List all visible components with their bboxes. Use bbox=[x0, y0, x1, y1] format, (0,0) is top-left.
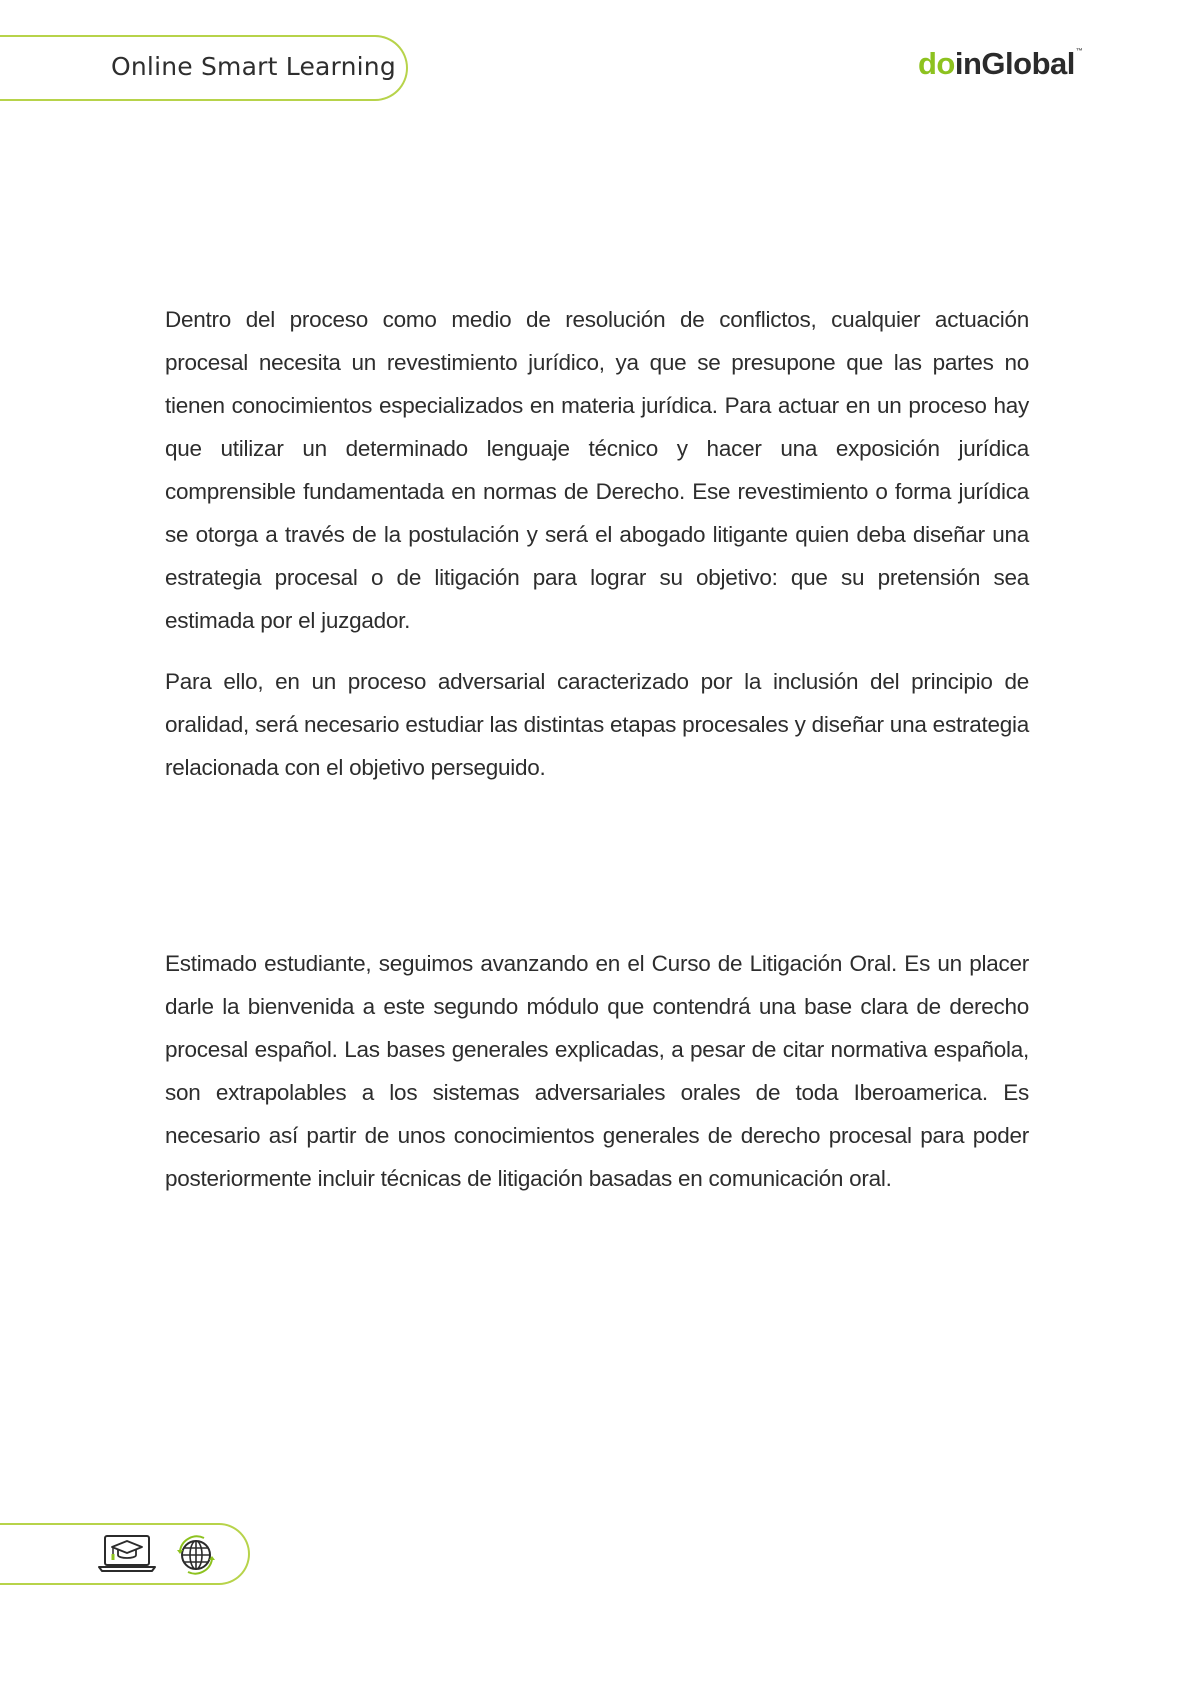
logo-accent-text: do bbox=[918, 46, 955, 81]
laptop-graduation-cap-icon bbox=[98, 1534, 156, 1574]
paragraph: Estimado estudiante, seguimos avanzando en el Curso de Litigación Oral. Es un placer darle la bienvenida a este segundo módulo que contendrá una base clara de derecho procesal español. Las bases generales explicadas, a pesar de citar normativa española, son extrapolables a los sistemas adversariales orales de toda Iberoamerica. Es necesario así partir de unos conocimientos generales de derecho procesal para poder posteriormente incluir técnicas de litigación basadas en comunicación oral. bbox=[165, 951, 1029, 1191]
paragraph: Dentro del proceso como medio de resolución de conflictos, cualquier actuación procesal necesita un revestimiento jurídico, ya que se presupone que las partes no tienen conocimientos especializados en materia jurídica. Para actuar en un proceso hay que utilizar un determinado lenguaje técnico y hacer una exposición jurídica comprensible fundamentada en normas de Derecho. Ese revestimiento o forma jurídica se otorga a través de la postulación y será el abogado litigante quien deba diseñar una estrategia procesal o de litigación para lograr su objetivo: que su pretensión sea estimada por el juzgador. bbox=[165, 307, 1029, 633]
intro-section bbox=[165, 298, 1029, 789]
globe-rotate-icon bbox=[172, 1531, 220, 1579]
logo-main-text: inGlobal bbox=[954, 46, 1075, 81]
header-title: Online Smart Learning bbox=[111, 52, 396, 81]
welcome-section bbox=[165, 942, 1029, 1200]
paragraph: Para ello, en un proceso adversarial caracterizado por la inclusión del principio de oralidad, será necesario estudiar las distintas etapas procesales y diseñar una estrategia relacionada con el objetivo perseguido. bbox=[165, 669, 1029, 780]
doinglobal-logo bbox=[918, 46, 1082, 82]
logo-trademark: ™ bbox=[1075, 48, 1083, 55]
